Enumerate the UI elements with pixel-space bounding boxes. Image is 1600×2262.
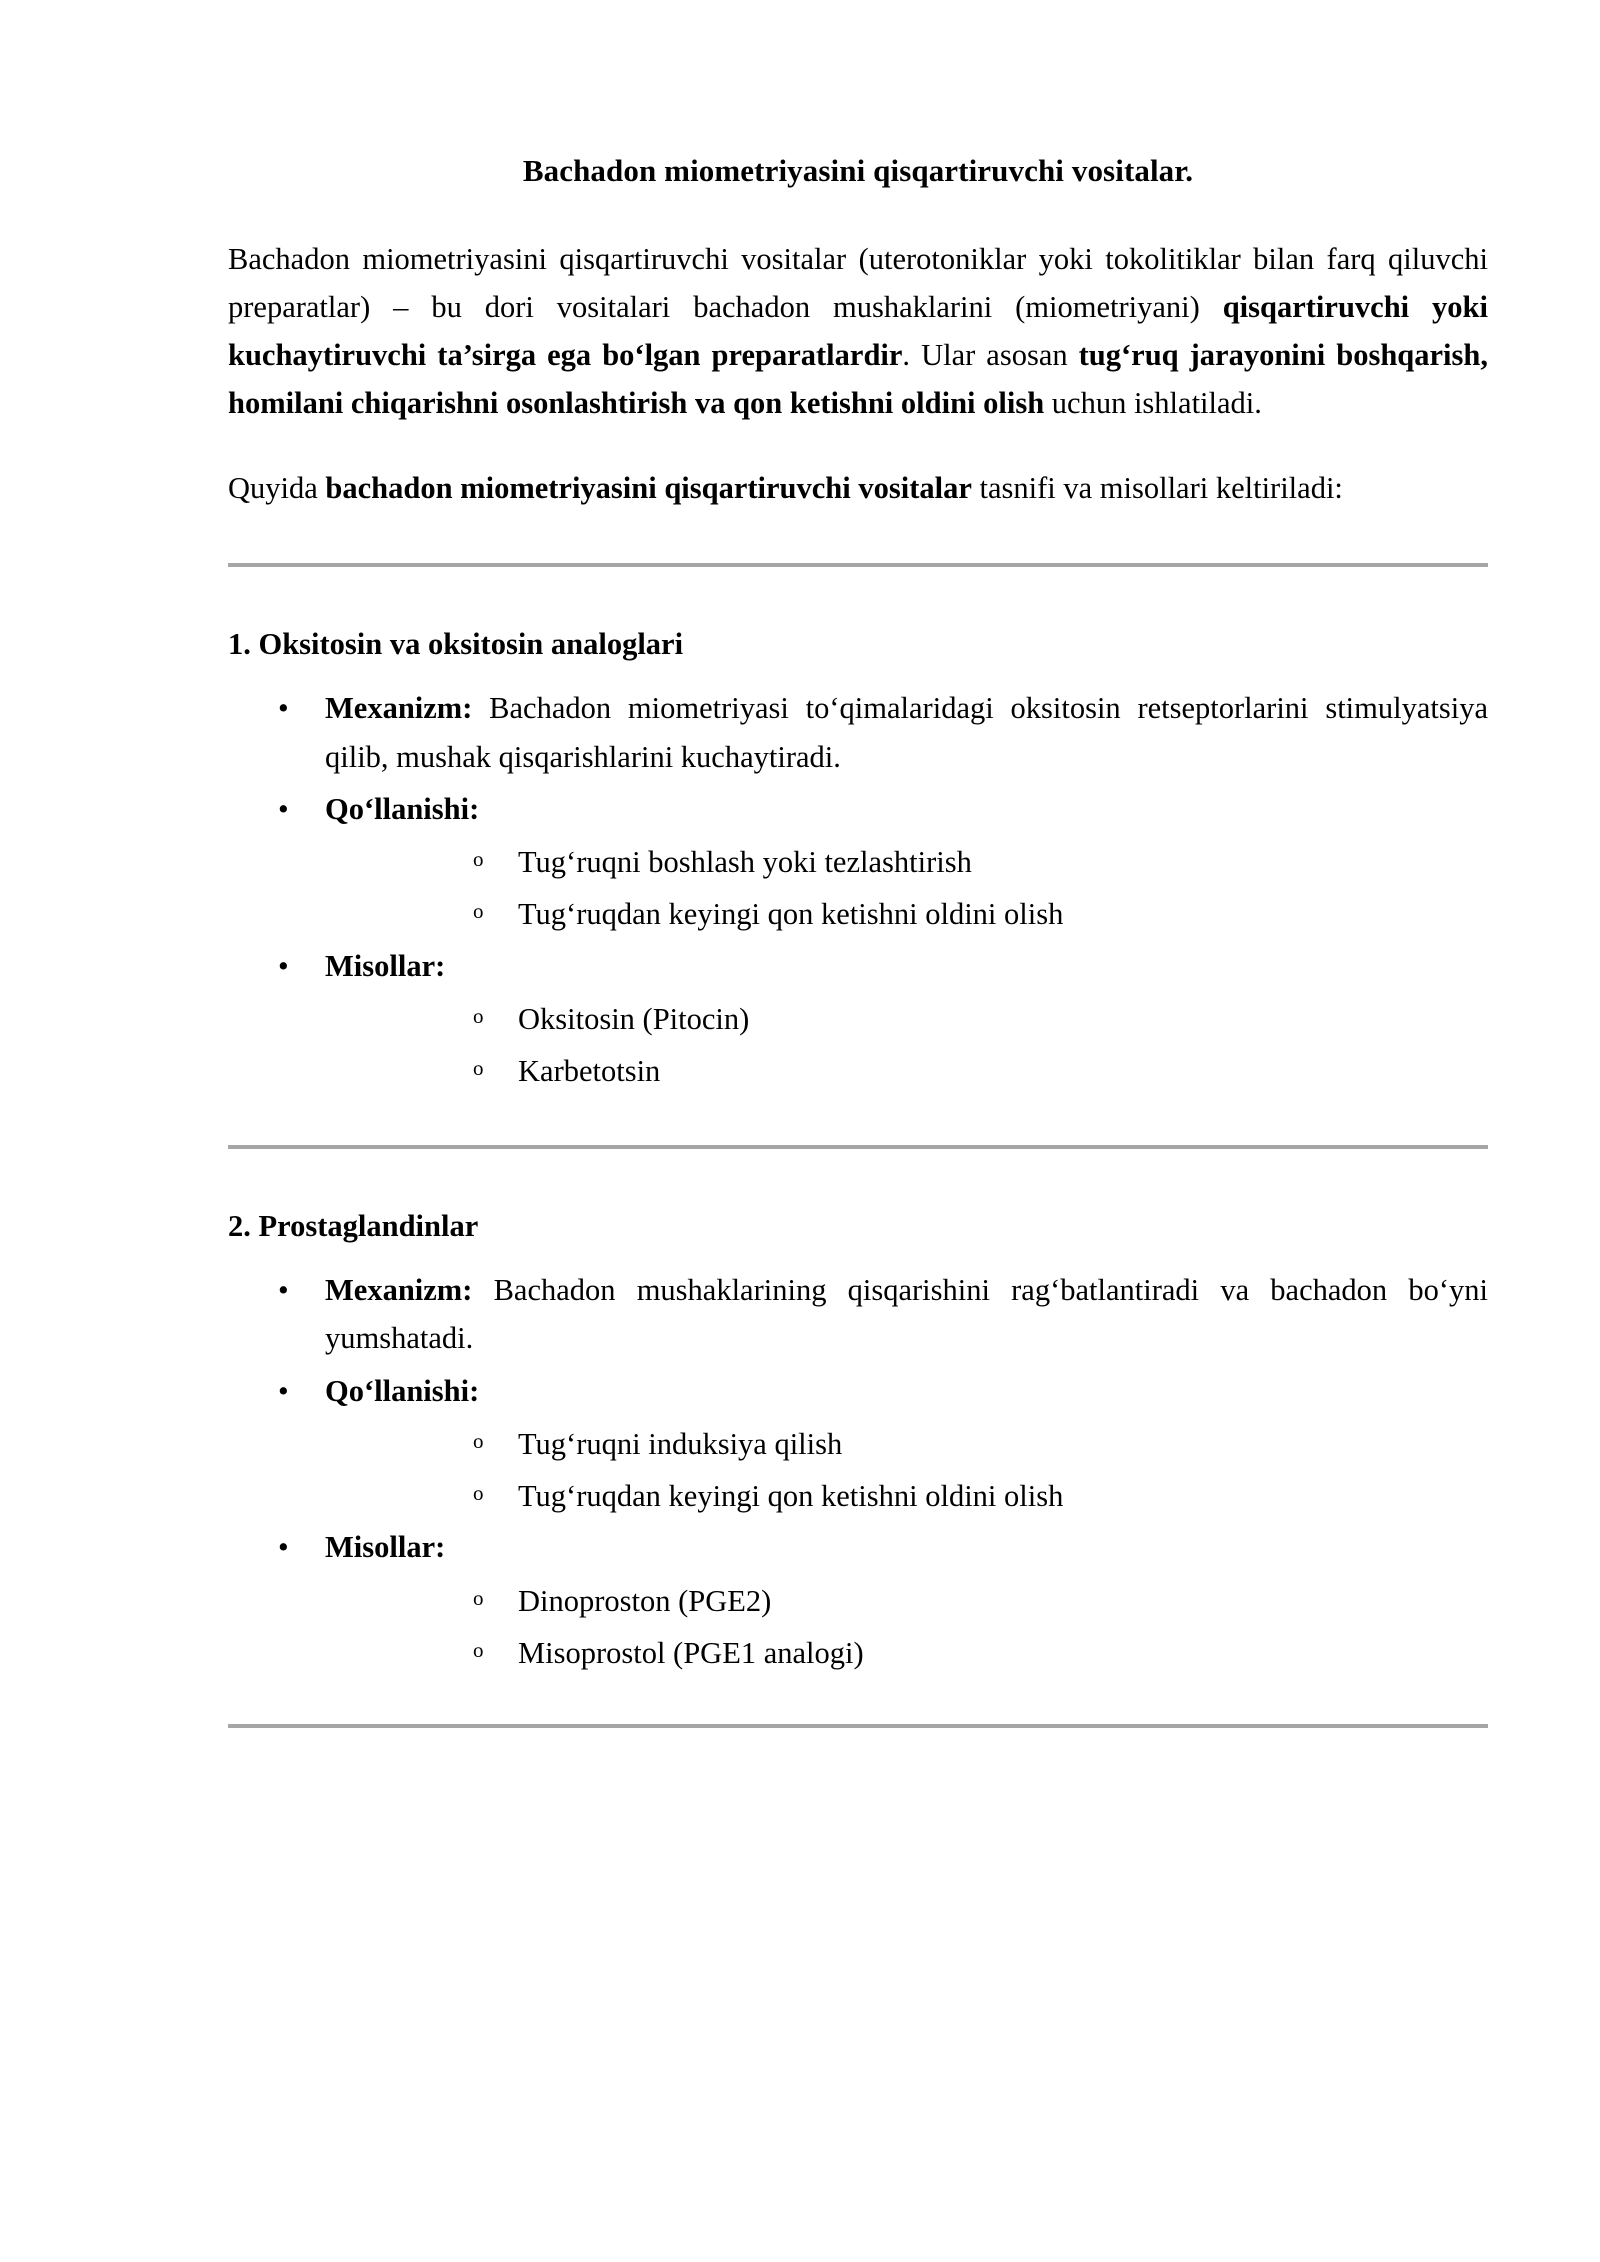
list-item bbox=[228, 781, 1488, 938]
divider-wrapper-2 bbox=[228, 1095, 1488, 1149]
list-item bbox=[228, 1363, 1488, 1520]
section-2-bullet-list bbox=[228, 1246, 1488, 1676]
bullet-label: Qo‘llanishi: bbox=[325, 1373, 480, 1408]
bullet-body: Bachadon miometriyasi to‘qimalaridagi oksitosin retseptorlarini stimulyatsiya qilib, mushak qisqarishlarini kuchaytiradi. bbox=[325, 691, 1488, 774]
list-item bbox=[228, 938, 1488, 1095]
lead-run-2-bold: bachadon miometriyasini qisqartiruvchi vositalar bbox=[325, 470, 972, 505]
sub-list-item: o Tug‘ruqni induksiya qilish bbox=[325, 1415, 1488, 1467]
bullet-label: Mexanizm: bbox=[325, 691, 473, 726]
sub-list-item: o Misoprostol (PGE1 analogi) bbox=[325, 1624, 1488, 1676]
sub-list-item: o Tug‘ruqdan keyingi qon ketishni oldini olish bbox=[325, 1467, 1488, 1519]
sub-bullet-list bbox=[325, 1572, 1488, 1677]
sub-list-item: o Dinoproston (PGE2) bbox=[325, 1572, 1488, 1624]
horizontal-rule-3 bbox=[228, 1724, 1488, 1728]
section-heading-2: 2. Prostaglandinlar bbox=[228, 1208, 479, 1243]
section-heading-1: 1. Oksitosin va oksitosin analoglari bbox=[228, 626, 684, 661]
bullet-body: Bachadon mushaklarining qisqarishini rag‘batlantiradi va bachadon bo‘yni yumshatadi. bbox=[325, 1273, 1488, 1356]
intro-paragraph bbox=[228, 191, 1488, 428]
page-title: Bachadon miometriyasini qisqartiruvchi vositalar. bbox=[522, 153, 1194, 188]
list-item bbox=[228, 1246, 1488, 1362]
intro-run-2-bold: qisqartiruvchi yoki kuchaytiruvchi ta’sirga ega bo‘lgan preparatlardir bbox=[228, 289, 1488, 373]
divider-wrapper-1 bbox=[228, 512, 1488, 567]
list-item bbox=[228, 664, 1488, 780]
lead-run-1: Quyida bbox=[228, 470, 326, 505]
intro-run-5: uchun ishlatiladi. bbox=[1044, 386, 1262, 421]
intro-run-4-bold: tug‘ruq jarayonini boshqarish, homilani chiqarishni osonlashtirish va qon ketishni oldini olish bbox=[228, 338, 1488, 421]
list-item bbox=[228, 1519, 1488, 1676]
intro-run-3: . Ular asosan bbox=[902, 338, 1079, 373]
sub-list-item: o Karbetotsin bbox=[325, 1042, 1488, 1094]
bullet-label: Misollar: bbox=[325, 1530, 446, 1565]
bullet-label: Misollar: bbox=[325, 948, 446, 983]
sub-bullet-list bbox=[325, 990, 1488, 1095]
bullet-label: Qo‘llanishi: bbox=[325, 791, 480, 826]
document-content bbox=[228, 0, 1488, 1728]
sub-bullet-list bbox=[325, 833, 1488, 938]
sub-list-item: o Tug‘ruqni boshlash yoki tezlashtirish bbox=[325, 833, 1488, 885]
bullet-label: Mexanizm: bbox=[325, 1273, 473, 1308]
divider-wrapper-3 bbox=[228, 1676, 1488, 1728]
intro-run-1: Bachadon miometriyasini qisqartiruvchi vositalar (uterotoniklar yoki tokolitiklar bilan farq qiluvchi preparatlar) – bu dori vositalari bachadon mushaklarini (miometriyani) bbox=[228, 241, 1488, 324]
sub-bullet-list bbox=[325, 1415, 1488, 1520]
sub-list-item: o Oksitosin (Pitocin) bbox=[325, 990, 1488, 1042]
lead-paragraph bbox=[228, 428, 1488, 512]
section-1-bullet-list bbox=[228, 664, 1488, 1094]
lead-run-3: tasnifi va misollari keltiriladi: bbox=[971, 470, 1343, 505]
sub-list-item: o Tug‘ruqdan keyingi qon ketishni oldini olish bbox=[325, 885, 1488, 937]
